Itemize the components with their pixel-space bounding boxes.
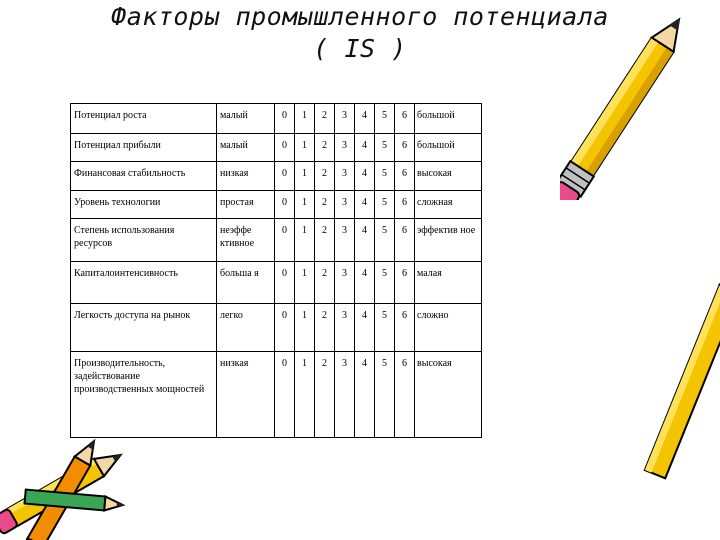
- scale-cell: 1: [295, 134, 315, 162]
- table-row: [71, 191, 482, 219]
- scale-cell: 6: [395, 352, 415, 438]
- scale-cell: 1: [295, 104, 315, 134]
- scale-cell: 3: [335, 262, 355, 304]
- scale-cell: 1: [295, 162, 315, 191]
- pencil-icon-2: [640, 160, 720, 540]
- scale-cell: 1: [295, 304, 315, 352]
- factor-cell: Легкость доступа на рынок: [71, 304, 217, 352]
- scale-cell: 3: [335, 134, 355, 162]
- factor-cell: Степень использования ресурсов: [71, 219, 217, 262]
- scale-cell: 4: [355, 304, 375, 352]
- scale-cell: 5: [375, 219, 395, 262]
- high-label-cell: эффектив ное: [415, 219, 482, 262]
- scale-cell: 1: [295, 352, 315, 438]
- slide-title: Факторы промышленного потенциала: [111, 2, 609, 31]
- scale-cell: 0: [275, 191, 295, 219]
- low-label-cell: простая: [217, 191, 275, 219]
- low-label-cell: малый: [217, 134, 275, 162]
- scale-cell: 4: [355, 352, 375, 438]
- scale-cell: 4: [355, 191, 375, 219]
- high-label-cell: высокая: [415, 162, 482, 191]
- scale-cell: 6: [395, 104, 415, 134]
- factors-table: [70, 103, 482, 438]
- scale-cell: 5: [375, 191, 395, 219]
- scale-cell: 0: [275, 304, 295, 352]
- scale-cell: 1: [295, 262, 315, 304]
- table-row: [71, 162, 482, 191]
- high-label-cell: большой: [415, 104, 482, 134]
- factor-cell: Потенциал прибыли: [71, 134, 217, 162]
- low-label-cell: низкая: [217, 162, 275, 191]
- scale-cell: 2: [315, 262, 335, 304]
- scale-cell: 6: [395, 304, 415, 352]
- scale-cell: 6: [395, 162, 415, 191]
- scale-cell: 5: [375, 134, 395, 162]
- scale-cell: 5: [375, 352, 395, 438]
- factor-cell: Капиталоинтенсивность: [71, 262, 217, 304]
- table-row: [71, 352, 482, 438]
- scale-cell: 0: [275, 219, 295, 262]
- table-body: [71, 104, 482, 438]
- factor-cell: Уровень технологии: [71, 191, 217, 219]
- scale-cell: 1: [295, 219, 315, 262]
- scale-cell: 4: [355, 162, 375, 191]
- low-label-cell: низкая: [217, 352, 275, 438]
- low-label-cell: больша я: [217, 262, 275, 304]
- factor-cell: Потенциал роста: [71, 104, 217, 134]
- low-label-cell: легко: [217, 304, 275, 352]
- scale-cell: 1: [295, 191, 315, 219]
- scale-cell: 4: [355, 104, 375, 134]
- low-label-cell: малый: [217, 104, 275, 134]
- scale-cell: 0: [275, 352, 295, 438]
- factor-cell: Производительность, задействование производственных мощностей: [71, 352, 217, 438]
- pencils-icon: [0, 430, 140, 540]
- scale-cell: 6: [395, 219, 415, 262]
- factor-cell: Финансовая стабильность: [71, 162, 217, 191]
- scale-cell: 3: [335, 104, 355, 134]
- scale-cell: 0: [275, 162, 295, 191]
- scale-cell: 0: [275, 104, 295, 134]
- scale-cell: 5: [375, 162, 395, 191]
- high-label-cell: сложно: [415, 304, 482, 352]
- high-label-cell: сложная: [415, 191, 482, 219]
- table-row: [71, 104, 482, 134]
- scale-cell: 2: [315, 304, 335, 352]
- scale-cell: 3: [335, 162, 355, 191]
- scale-cell: 2: [315, 162, 335, 191]
- scale-cell: 3: [335, 219, 355, 262]
- scale-cell: 4: [355, 262, 375, 304]
- scale-cell: 3: [335, 352, 355, 438]
- scale-cell: 2: [315, 104, 335, 134]
- table-row: [71, 134, 482, 162]
- scale-cell: 6: [395, 262, 415, 304]
- scale-cell: 6: [395, 191, 415, 219]
- slide-subtitle: ( IS ): [313, 34, 407, 63]
- table-row: [71, 219, 482, 262]
- scale-cell: 5: [375, 104, 395, 134]
- scale-cell: 0: [275, 134, 295, 162]
- scale-cell: 4: [355, 219, 375, 262]
- high-label-cell: большой: [415, 134, 482, 162]
- scale-cell: 4: [355, 134, 375, 162]
- scale-cell: 2: [315, 219, 335, 262]
- scale-cell: 2: [315, 134, 335, 162]
- table-row: [71, 262, 482, 304]
- high-label-cell: малая: [415, 262, 482, 304]
- scale-cell: 2: [315, 191, 335, 219]
- scale-cell: 0: [275, 262, 295, 304]
- table-row: [71, 304, 482, 352]
- scale-cell: 6: [395, 134, 415, 162]
- low-label-cell: неэффе ктивное: [217, 219, 275, 262]
- scale-cell: 3: [335, 191, 355, 219]
- scale-cell: 2: [315, 352, 335, 438]
- high-label-cell: высокая: [415, 352, 482, 438]
- scale-cell: 3: [335, 304, 355, 352]
- scale-cell: 5: [375, 262, 395, 304]
- scale-cell: 5: [375, 304, 395, 352]
